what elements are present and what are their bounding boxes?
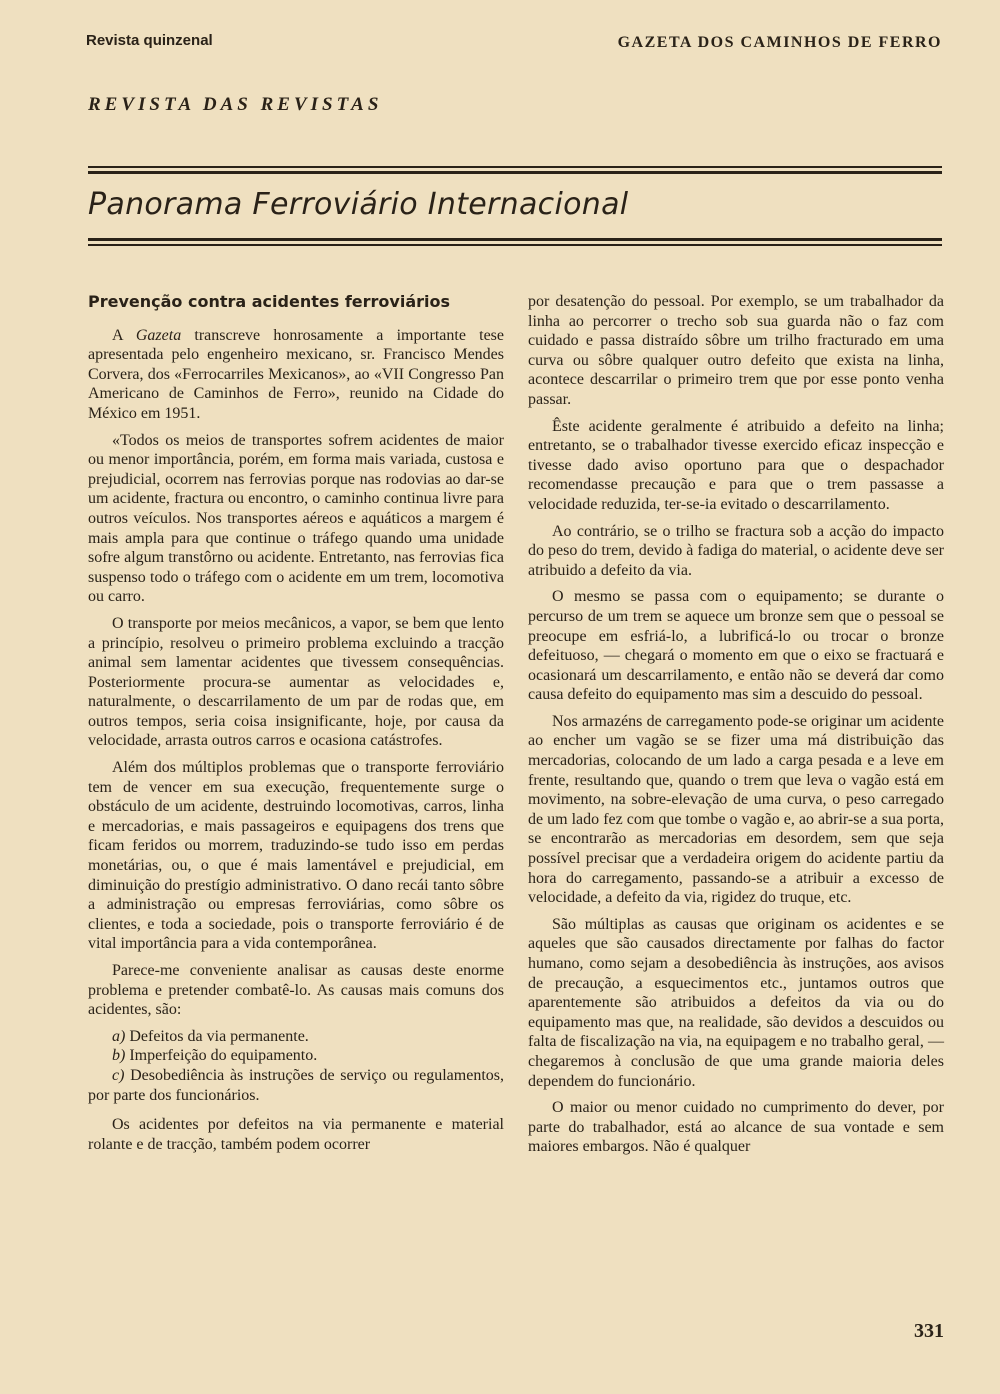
paragraph: por desatenção do pessoal. Por exemplo, se um trabalhador da linha ao percorrer o trecho sob sua guarda não o faz com cuidado e passa distraído sôbre um trilho fracturado em uma curva ou sôbre qualquer outro defeito que exista na linha, acontece descarrilar o primeiro trem que por esse ponto venha passar. bbox=[528, 293, 944, 408]
right-column bbox=[528, 292, 944, 1164]
title-rule-top-thin bbox=[88, 166, 942, 168]
paragraph: O transporte por meios mecânicos, a vapor, se bem que lento a princípio, resolveu o primeiro problema excluindo a tracção animal sem lamentar acidentes que tivessem consequências. Posteriormente procura-se aumentar as velocidades e, naturalmente, o descarrilamento de um par de rodas que, em outros tempos, seria coisa insignificante, hoje, por causa da velocidade, arrasta outros carros e ocasiona catástrofes. bbox=[88, 614, 504, 750]
intro-paragraph bbox=[88, 326, 504, 424]
list-item-c bbox=[88, 1066, 504, 1105]
paragraph: São múltiplas as causas que originam os acidentes e se aqueles que são causados directamente por falhas do factor humano, como sejam a desobediência às instruções, aos avisos de precaução, a esquecimentos etc., juntamos outros que aparentemente são atribuidos a defeitos da via ou do equipamento mas que, na realidade, são devidos a descuidos ou falta de fiscalização na via, na equipagem e no trabalho geral, — chegaremos à conclusão de que uma grande maioria deles dependem do funcionário. bbox=[528, 915, 944, 1090]
intro-emphasis: Gazeta bbox=[135, 326, 182, 344]
left-column bbox=[88, 292, 504, 1161]
intro-text-b: transcreve honrosamente a importante tese apresentada pelo engenheiro mexicano, sr. Francisco Mendes Corvera, dos «Ferrocarriles Mexicanos», ao «VII Congresso Pan Americano de Caminhos de Ferro», reunido na Cidade do México em 1951. bbox=[88, 326, 504, 422]
paragraph: «Todos os meios de transportes sofrem acidentes de maior ou menor importância, porém, em forma mais variada, custosa e prejudicial, ocorrem nas ferrovias porque nas rodovias ao dar-se um acidente, fractura ou encontro, o caminho continua livre para outros veículos. Nos transportes aéreos e aquáticos a margem é mais ampla para que continue o tráfego quando uma unidade sofre algum transtôrno ou acidente. Entretanto, nas ferrovias fica suspenso todo o tráfego com o acidente em um trem, locomotiva ou carro. bbox=[88, 431, 504, 606]
paragraph: Além dos múltiplos problemas que o transporte ferroviário tem de vencer em sua execução, frequentemente surge o obstáculo de um acidente, destruindo locomotivas, carros, linha e mercadorias, e mais passageiros e equipagens dos trens que ficam feridos ou morrem, traduzindo-se tudo isso em perdas monetárias, ou, o que é mais lamentável e prejudicial, em diminuição do prestígio administrativo. O dano recái tanto sôbre a administração ou empresas ferroviárias, como sôbre os clientes, e toda a sociedade, pois o transporte ferroviário é de vital importância para a vida contemporânea. bbox=[88, 759, 504, 953]
list-item-b bbox=[88, 1046, 504, 1066]
section-title: REVISTA DAS REVISTAS bbox=[88, 94, 383, 115]
intro-text-a: A bbox=[112, 326, 136, 344]
list-text: Imperfeição do equipamento. bbox=[125, 1047, 318, 1065]
paragraph: Êste acidente geralmente é atribuido a defeito na linha; entretanto, se o trabalhador tivesse exercido eficaz inspecção e tivesse dado aviso oportuno para que o despachador recomendasse precaução e para que o trem passasse a velocidade reduzida, ter-se-ia evitado o descarrilamento. bbox=[528, 417, 944, 513]
article-subheading: Prevenção contra acidentes ferroviários bbox=[88, 292, 450, 311]
list-text: Desobediência às instruções de serviço ou regulamentos, por parte dos funcionários. bbox=[88, 1066, 504, 1104]
paragraph: Nos armazéns de carregamento pode-se originar um acidente ao encher um vagão se se fizer uma má distribuição das mercadorias, colocando de um lado a carga pesada e a leve em frente, resultando que, quando o trem que leva o vagão está em movimento, na sobre-elevação de uma curva, o peso carregado de um lado fez com que tombe o vagão e, ao abrir-se a sua porta, se encontrarão as mercadorias em desordem, sem que seja possível precisar que a verdadeira origem do acidente partiu da hora do carregamento, passando-se a atribuir a excesso de velocidade, a defeito da via, rigidez do truque, etc. bbox=[528, 712, 944, 907]
list-marker: c) bbox=[112, 1066, 125, 1084]
list-marker: b) bbox=[112, 1047, 126, 1065]
list-text: Defeitos da via permanente. bbox=[125, 1027, 309, 1045]
title-rule-bottom-thick bbox=[88, 238, 942, 241]
paragraph: O mesmo se passa com o equipamento; se durante o percurso de um trem se aquece um bronze sem que o pessoal se preocupe em esfriá-lo, a lubrificá-lo ou trocar o bronze defeituoso, — chegará o momento em que o eixo se fractuará e ocasionará um descarrilamento, e então não se deverá dar como causa defeito do equipamento mas sim a descuido do pessoal. bbox=[528, 588, 944, 704]
list-item-a bbox=[88, 1027, 504, 1047]
paragraph: Parece-me conveniente analisar as causas deste enorme problema e pretender combatê-lo. As causas mais comuns dos acidentes, são: bbox=[88, 962, 504, 1019]
paragraph: O maior ou menor cuidado no cumprimento do dever, por parte do trabalhador, está ao alcance de sua vontade e sem maiores embargos. Não é qualquer bbox=[528, 1099, 944, 1156]
page-number: 331 bbox=[914, 1320, 944, 1342]
title-rule-bottom-thin bbox=[88, 244, 942, 246]
header-left: Revista quinzenal bbox=[86, 32, 213, 49]
paragraph: Ao contrário, se o trilho se fractura sob a acção do impacto do peso do trem, devido à fadiga do material, o acidente deve ser atribuido a defeito da via. bbox=[528, 522, 944, 579]
header-right: GAZETA DOS CAMINHOS DE FERRO bbox=[617, 34, 942, 51]
paragraph: Os acidentes por defeitos na via permanente e material rolante e de tracção, também podem ocorrer bbox=[88, 1116, 504, 1153]
page-title: Panorama Ferroviário Internacional bbox=[88, 187, 629, 222]
list-marker: a) bbox=[112, 1027, 126, 1045]
